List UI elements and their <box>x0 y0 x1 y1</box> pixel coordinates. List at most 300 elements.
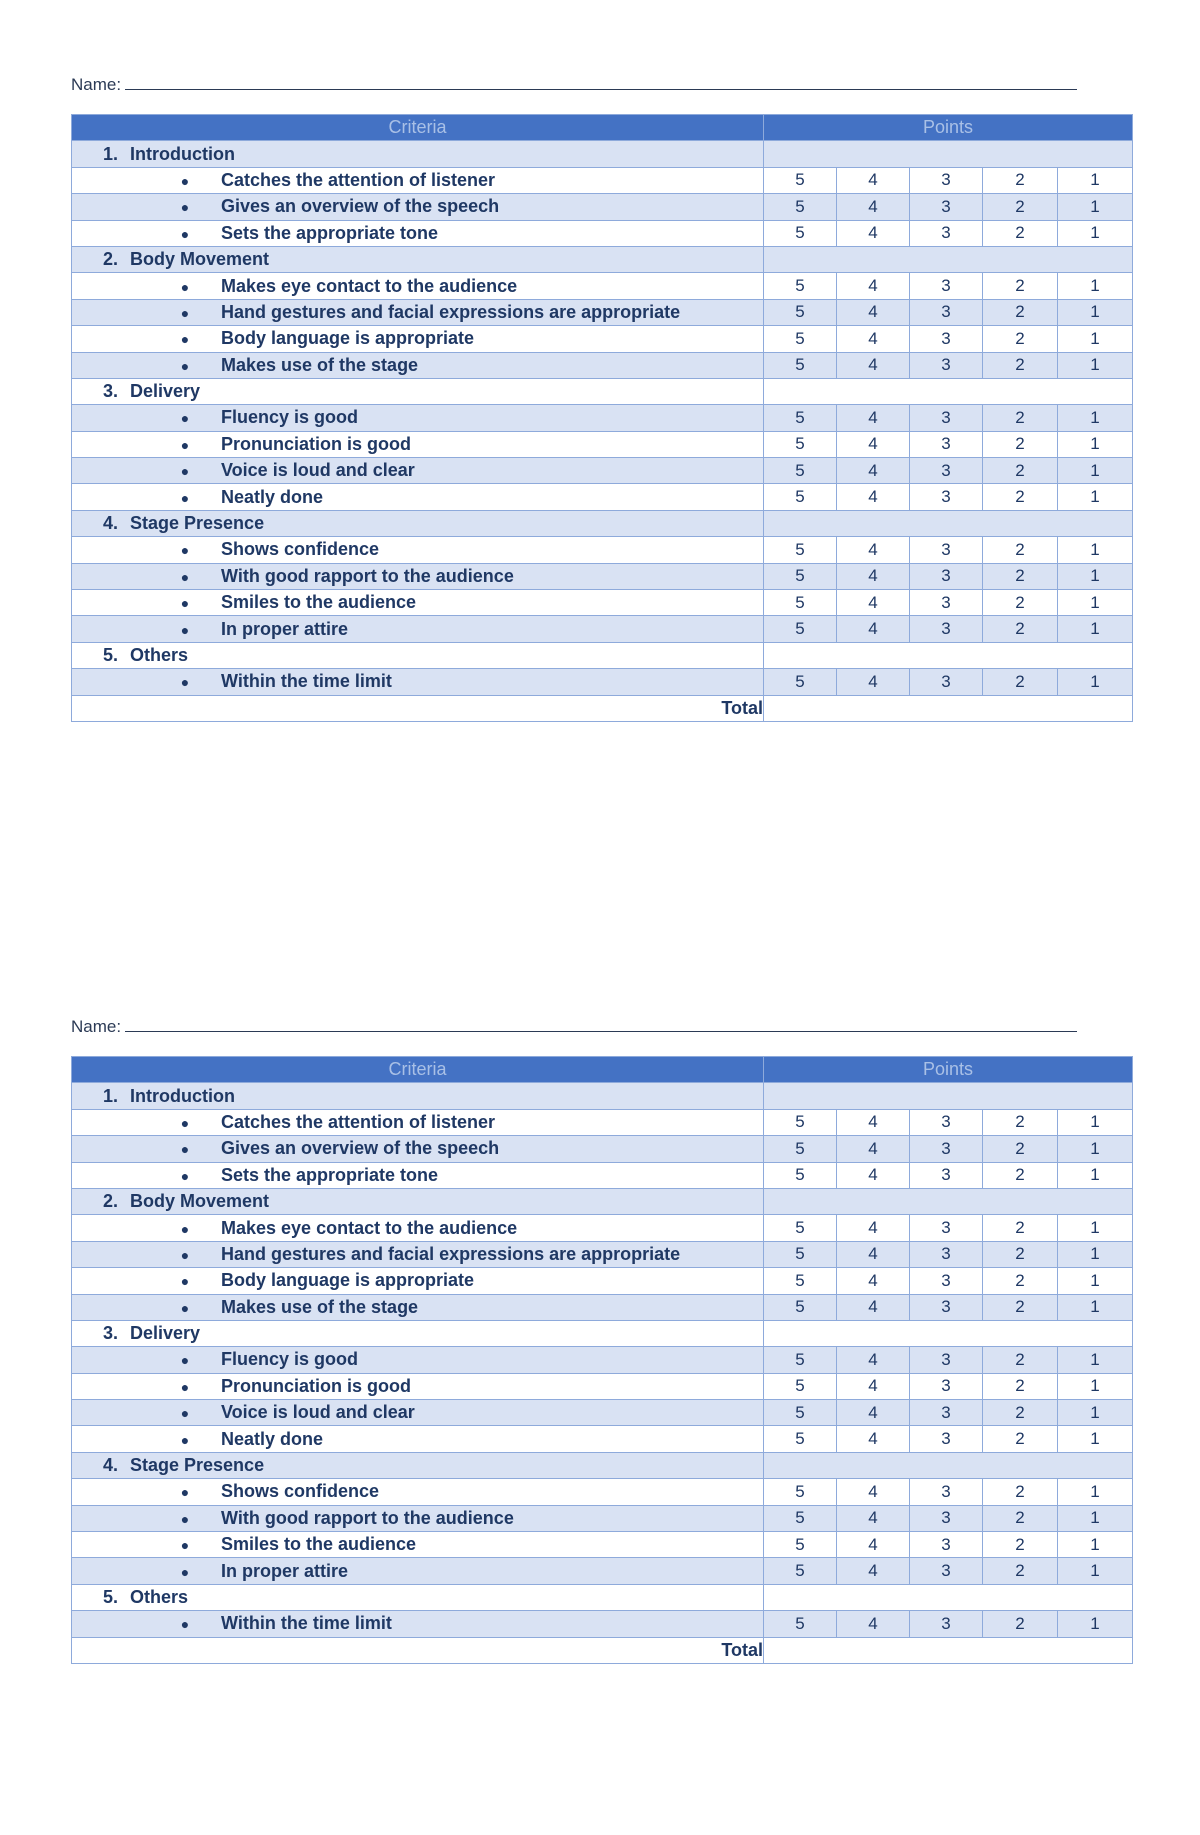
criterion-cell <box>72 537 764 563</box>
point-option[interactable]: 3 <box>910 299 983 325</box>
point-option[interactable]: 1 <box>1058 299 1133 325</box>
point-option[interactable]: 3 <box>910 167 983 193</box>
point-option[interactable]: 2 <box>983 1505 1058 1531</box>
point-option[interactable]: 2 <box>983 1373 1058 1399</box>
section-number: 2. <box>102 249 118 270</box>
criterion-text: Body language is appropriate <box>221 328 475 349</box>
point-option[interactable]: 4 <box>837 669 910 695</box>
criterion-text: With good rapport to the audience <box>221 565 514 586</box>
section-row <box>72 1584 1133 1610</box>
bullet-icon: ● <box>180 172 190 189</box>
criterion-text: Hand gestures and facial expressions are appropriate <box>221 301 681 322</box>
criterion-row <box>72 1400 1133 1426</box>
criterion-text: Gives an overview of the speech <box>221 196 500 217</box>
bullet-icon: ● <box>180 1114 190 1131</box>
section-row <box>72 510 1133 536</box>
point-option[interactable]: 1 <box>1058 1505 1133 1531</box>
point-option[interactable]: 3 <box>910 1294 983 1320</box>
criterion-text: Voice is loud and clear <box>221 1402 415 1423</box>
point-option[interactable]: 1 <box>1058 669 1133 695</box>
point-option[interactable]: 1 <box>1058 431 1133 457</box>
point-option[interactable]: 5 <box>764 669 837 695</box>
point-option[interactable]: 4 <box>837 1241 910 1267</box>
criterion-row <box>72 1479 1133 1505</box>
section-row <box>72 642 1133 668</box>
point-option[interactable]: 1 <box>1058 616 1133 642</box>
criterion-text: Shows confidence <box>221 539 380 560</box>
criterion-cell <box>72 1136 764 1162</box>
point-option[interactable]: 4 <box>837 1479 910 1505</box>
criterion-cell <box>72 1109 764 1135</box>
point-option[interactable]: 1 <box>1058 484 1133 510</box>
point-option[interactable]: 2 <box>983 1268 1058 1294</box>
section-points-blank <box>764 1320 1133 1346</box>
point-option[interactable]: 5 <box>764 1505 837 1531</box>
section-title-cell <box>72 378 764 404</box>
section-points-blank <box>764 1452 1133 1478</box>
point-option[interactable]: 3 <box>910 458 983 484</box>
point-option[interactable]: 2 <box>983 1426 1058 1452</box>
point-option[interactable]: 2 <box>983 405 1058 431</box>
point-option[interactable]: 1 <box>1058 1294 1133 1320</box>
section-points-blank <box>764 642 1133 668</box>
criterion-text: Smiles to the audience <box>221 1534 417 1555</box>
point-option[interactable]: 5 <box>764 194 837 220</box>
point-option[interactable]: 4 <box>837 273 910 299</box>
point-option[interactable]: 2 <box>983 1294 1058 1320</box>
total-row <box>72 695 1133 721</box>
point-option[interactable]: 3 <box>910 1400 983 1426</box>
point-option[interactable]: 4 <box>837 1136 910 1162</box>
total-label: Total <box>72 695 764 721</box>
bullet-icon: ● <box>180 1616 190 1633</box>
criterion-cell <box>72 590 764 616</box>
criterion-row <box>72 273 1133 299</box>
point-option[interactable]: 2 <box>983 1241 1058 1267</box>
name-underline[interactable] <box>125 1017 1077 1032</box>
point-option[interactable]: 5 <box>764 1215 837 1241</box>
point-option[interactable]: 2 <box>983 220 1058 246</box>
point-option[interactable]: 2 <box>983 563 1058 589</box>
point-option[interactable]: 5 <box>764 299 837 325</box>
criterion-cell <box>72 1241 764 1267</box>
point-option[interactable]: 1 <box>1058 326 1133 352</box>
point-option[interactable]: 5 <box>764 616 837 642</box>
point-option[interactable]: 4 <box>837 1426 910 1452</box>
section-row <box>72 246 1133 272</box>
rubric-table <box>71 114 1133 722</box>
point-option[interactable]: 3 <box>910 1611 983 1637</box>
point-option[interactable]: 1 <box>1058 1532 1133 1558</box>
point-option[interactable]: 2 <box>983 167 1058 193</box>
section-number: 1. <box>102 143 118 164</box>
section-title: Others <box>130 645 189 665</box>
point-option[interactable]: 1 <box>1058 1162 1133 1188</box>
point-option[interactable]: 3 <box>910 352 983 378</box>
section-title: Introduction <box>130 1085 235 1106</box>
bullet-icon: ● <box>180 357 190 374</box>
bullet-icon: ● <box>180 568 190 585</box>
point-option[interactable]: 1 <box>1058 220 1133 246</box>
point-option[interactable]: 2 <box>983 326 1058 352</box>
point-option[interactable]: 4 <box>837 1532 910 1558</box>
bullet-icon: ● <box>180 1167 190 1184</box>
point-option[interactable]: 2 <box>983 1611 1058 1637</box>
point-option[interactable]: 5 <box>764 590 837 616</box>
section-points-blank <box>764 378 1133 404</box>
point-option[interactable]: 3 <box>910 1532 983 1558</box>
point-option[interactable]: 3 <box>910 669 983 695</box>
name-field[interactable] <box>71 74 1131 96</box>
bullet-icon: ● <box>180 542 190 559</box>
criterion-text: With good rapport to the audience <box>221 1507 514 1528</box>
section-number: 3. <box>102 1323 118 1344</box>
point-option[interactable]: 3 <box>910 220 983 246</box>
point-option[interactable]: 3 <box>910 431 983 457</box>
point-option[interactable]: 4 <box>837 299 910 325</box>
section-number: 5. <box>102 645 118 665</box>
point-option[interactable]: 1 <box>1058 1426 1133 1452</box>
point-option[interactable]: 3 <box>910 1373 983 1399</box>
criterion-row <box>72 220 1133 246</box>
point-option[interactable]: 4 <box>837 431 910 457</box>
criterion-cell <box>72 431 764 457</box>
point-option[interactable]: 1 <box>1058 1347 1133 1373</box>
section-points-blank <box>764 510 1133 536</box>
total-label: Total <box>72 1637 764 1663</box>
point-option[interactable]: 4 <box>837 590 910 616</box>
section-number: 1. <box>102 1085 118 1106</box>
criterion-row <box>72 1162 1133 1188</box>
section-number: 3. <box>102 381 118 402</box>
criterion-row <box>72 1373 1133 1399</box>
point-option[interactable]: 2 <box>983 1347 1058 1373</box>
point-option[interactable]: 4 <box>837 167 910 193</box>
criterion-row <box>72 1136 1133 1162</box>
point-option[interactable]: 2 <box>983 299 1058 325</box>
criterion-row <box>72 299 1133 325</box>
point-option[interactable]: 5 <box>764 563 837 589</box>
point-option[interactable]: 2 <box>983 1400 1058 1426</box>
bullet-icon: ● <box>180 1510 190 1527</box>
criterion-text: In proper attire <box>221 618 349 639</box>
criterion-text: Pronunciation is good <box>221 1375 411 1396</box>
section-title: Introduction <box>130 143 235 164</box>
rubric-sheet-1 <box>71 74 1131 722</box>
point-option[interactable]: 4 <box>837 1611 910 1637</box>
point-option[interactable]: 1 <box>1058 1268 1133 1294</box>
point-option[interactable]: 4 <box>837 563 910 589</box>
criterion-cell <box>72 484 764 510</box>
point-option[interactable]: 4 <box>837 1109 910 1135</box>
criterion-cell <box>72 1532 764 1558</box>
bullet-icon: ● <box>180 331 190 348</box>
point-option[interactable]: 5 <box>764 1136 837 1162</box>
point-option[interactable]: 3 <box>910 273 983 299</box>
criterion-text: Sets the appropriate tone <box>221 1164 439 1185</box>
point-option[interactable]: 2 <box>983 194 1058 220</box>
section-number: 4. <box>102 513 118 534</box>
point-option[interactable]: 3 <box>910 1268 983 1294</box>
bullet-icon: ● <box>180 304 190 321</box>
bullet-icon: ● <box>180 1431 190 1448</box>
point-option[interactable]: 3 <box>910 1162 983 1188</box>
point-option[interactable]: 2 <box>983 1479 1058 1505</box>
point-option[interactable]: 1 <box>1058 1479 1133 1505</box>
criterion-text: Catches the attention of listener <box>221 169 496 190</box>
point-option[interactable]: 1 <box>1058 1241 1133 1267</box>
criterion-text: Makes eye contact to the audience <box>221 275 518 296</box>
point-option[interactable]: 3 <box>910 563 983 589</box>
point-option[interactable]: 5 <box>764 352 837 378</box>
point-option[interactable]: 3 <box>910 326 983 352</box>
total-value-field[interactable] <box>764 1637 1133 1663</box>
section-number: 2. <box>102 1191 118 1212</box>
point-option[interactable]: 4 <box>837 1294 910 1320</box>
criterion-cell <box>72 616 764 642</box>
section-points-blank <box>764 1584 1133 1610</box>
point-option[interactable]: 5 <box>764 1109 837 1135</box>
points-header: Points <box>764 1057 1133 1083</box>
criterion-text: Body language is appropriate <box>221 1270 475 1291</box>
criterion-text: Voice is loud and clear <box>221 460 415 481</box>
total-value-field[interactable] <box>764 695 1133 721</box>
point-option[interactable]: 5 <box>764 1479 837 1505</box>
point-option[interactable]: 2 <box>983 458 1058 484</box>
point-option[interactable]: 3 <box>910 590 983 616</box>
point-option[interactable]: 5 <box>764 537 837 563</box>
criterion-cell <box>72 1479 764 1505</box>
point-option[interactable]: 1 <box>1058 405 1133 431</box>
point-option[interactable]: 2 <box>983 1109 1058 1135</box>
point-option[interactable]: 5 <box>764 484 837 510</box>
header-row <box>72 115 1133 141</box>
point-option[interactable]: 5 <box>764 458 837 484</box>
section-title-cell <box>72 1083 764 1109</box>
point-option[interactable]: 2 <box>983 1215 1058 1241</box>
criterion-row <box>72 352 1133 378</box>
bullet-icon: ● <box>180 436 190 453</box>
point-option[interactable]: 4 <box>837 220 910 246</box>
point-option[interactable]: 3 <box>910 616 983 642</box>
point-option[interactable]: 4 <box>837 1558 910 1584</box>
section-points-blank <box>764 141 1133 167</box>
section-points-blank <box>764 1188 1133 1214</box>
point-option[interactable]: 2 <box>983 616 1058 642</box>
point-option[interactable]: 2 <box>983 1532 1058 1558</box>
point-option[interactable]: 4 <box>837 326 910 352</box>
point-option[interactable]: 4 <box>837 1373 910 1399</box>
section-row <box>72 1320 1133 1346</box>
point-option[interactable]: 2 <box>983 1162 1058 1188</box>
section-title: Others <box>130 1587 189 1607</box>
point-option[interactable]: 1 <box>1058 458 1133 484</box>
point-option[interactable]: 4 <box>837 616 910 642</box>
point-option[interactable]: 3 <box>910 1215 983 1241</box>
criterion-text: Within the time limit <box>221 671 392 692</box>
point-option[interactable]: 4 <box>837 1347 910 1373</box>
criterion-row <box>72 1505 1133 1531</box>
point-option[interactable]: 1 <box>1058 1109 1133 1135</box>
criterion-row <box>72 484 1133 510</box>
criterion-text: Neatly done <box>221 1428 324 1449</box>
point-option[interactable]: 5 <box>764 1241 837 1267</box>
point-option[interactable]: 1 <box>1058 273 1133 299</box>
bullet-icon: ● <box>180 1352 190 1369</box>
point-option[interactable]: 5 <box>764 1400 837 1426</box>
point-option[interactable]: 5 <box>764 1558 837 1584</box>
point-option[interactable]: 4 <box>837 1400 910 1426</box>
point-option[interactable]: 2 <box>983 537 1058 563</box>
criterion-cell <box>72 273 764 299</box>
bullet-icon: ● <box>180 199 190 216</box>
name-field[interactable] <box>71 1016 1131 1038</box>
point-option[interactable]: 3 <box>910 537 983 563</box>
point-option[interactable]: 5 <box>764 1611 837 1637</box>
criterion-text: Makes eye contact to the audience <box>221 1217 518 1238</box>
section-row <box>72 378 1133 404</box>
point-option[interactable]: 3 <box>910 1479 983 1505</box>
point-option[interactable]: 5 <box>764 1373 837 1399</box>
point-option[interactable]: 4 <box>837 405 910 431</box>
point-option[interactable]: 5 <box>764 326 837 352</box>
point-option[interactable]: 2 <box>983 273 1058 299</box>
point-option[interactable]: 1 <box>1058 537 1133 563</box>
criterion-cell <box>72 194 764 220</box>
section-title: Delivery <box>130 381 201 402</box>
point-option[interactable]: 3 <box>910 194 983 220</box>
section-points-blank <box>764 246 1133 272</box>
point-option[interactable]: 1 <box>1058 1611 1133 1637</box>
point-option[interactable]: 4 <box>837 352 910 378</box>
criterion-row <box>72 458 1133 484</box>
section-title: Stage Presence <box>130 513 265 534</box>
criterion-cell <box>72 1294 764 1320</box>
criterion-text: Makes use of the stage <box>221 1296 419 1317</box>
point-option[interactable]: 1 <box>1058 194 1133 220</box>
criterion-cell <box>72 1215 764 1241</box>
point-option[interactable]: 2 <box>983 1136 1058 1162</box>
point-option[interactable]: 4 <box>837 194 910 220</box>
bullet-icon: ● <box>180 674 190 691</box>
section-title-cell <box>72 642 764 668</box>
point-option[interactable]: 5 <box>764 405 837 431</box>
criterion-cell <box>72 299 764 325</box>
point-option[interactable]: 5 <box>764 273 837 299</box>
point-option[interactable]: 5 <box>764 1426 837 1452</box>
criterion-row <box>72 1294 1133 1320</box>
section-title-cell <box>72 246 764 272</box>
point-option[interactable]: 2 <box>983 1558 1058 1584</box>
point-option[interactable]: 5 <box>764 167 837 193</box>
criterion-text: Sets the appropriate tone <box>221 222 439 243</box>
point-option[interactable]: 2 <box>983 590 1058 616</box>
section-row <box>72 1452 1133 1478</box>
point-option[interactable]: 4 <box>837 1162 910 1188</box>
criterion-cell <box>72 1400 764 1426</box>
point-option[interactable]: 3 <box>910 1558 983 1584</box>
point-option[interactable]: 3 <box>910 1347 983 1373</box>
point-option[interactable]: 3 <box>910 1241 983 1267</box>
criterion-row <box>72 405 1133 431</box>
section-points-blank <box>764 1083 1133 1109</box>
point-option[interactable]: 5 <box>764 220 837 246</box>
point-option[interactable]: 5 <box>764 1268 837 1294</box>
criterion-text: Fluency is good <box>221 1349 359 1370</box>
section-title: Body Movement <box>130 1191 270 1212</box>
point-option[interactable]: 3 <box>910 1505 983 1531</box>
criterion-cell <box>72 458 764 484</box>
point-option[interactable]: 3 <box>910 1136 983 1162</box>
point-option[interactable]: 4 <box>837 1505 910 1531</box>
point-option[interactable]: 1 <box>1058 563 1133 589</box>
section-title-cell <box>72 141 764 167</box>
point-option[interactable]: 5 <box>764 1347 837 1373</box>
criteria-header: Criteria <box>72 1057 764 1083</box>
point-option[interactable]: 5 <box>764 1294 837 1320</box>
point-option[interactable]: 1 <box>1058 590 1133 616</box>
section-title-cell <box>72 1188 764 1214</box>
section-row <box>72 141 1133 167</box>
bullet-icon: ● <box>180 410 190 427</box>
section-title-cell <box>72 1584 764 1610</box>
header-row <box>72 1057 1133 1083</box>
criterion-row <box>72 537 1133 563</box>
point-option[interactable]: 5 <box>764 431 837 457</box>
point-option[interactable]: 1 <box>1058 1136 1133 1162</box>
point-option[interactable]: 1 <box>1058 1558 1133 1584</box>
point-option[interactable]: 2 <box>983 669 1058 695</box>
criterion-row <box>72 590 1133 616</box>
point-option[interactable]: 4 <box>837 537 910 563</box>
criterion-cell <box>72 405 764 431</box>
point-option[interactable]: 1 <box>1058 1373 1133 1399</box>
point-option[interactable]: 3 <box>910 1426 983 1452</box>
bullet-icon: ● <box>180 1405 190 1422</box>
section-title-cell <box>72 510 764 536</box>
criterion-row <box>72 326 1133 352</box>
criterion-cell <box>72 1268 764 1294</box>
point-option[interactable]: 1 <box>1058 1215 1133 1241</box>
bullet-icon: ● <box>180 1273 190 1290</box>
point-option[interactable]: 2 <box>983 431 1058 457</box>
point-option[interactable]: 5 <box>764 1162 837 1188</box>
point-option[interactable]: 1 <box>1058 1400 1133 1426</box>
point-option[interactable]: 3 <box>910 484 983 510</box>
point-option[interactable]: 1 <box>1058 352 1133 378</box>
point-option[interactable]: 2 <box>983 352 1058 378</box>
point-option[interactable]: 4 <box>837 1215 910 1241</box>
bullet-icon: ● <box>180 1299 190 1316</box>
point-option[interactable]: 2 <box>983 484 1058 510</box>
name-underline[interactable] <box>125 75 1077 90</box>
criterion-row <box>72 1347 1133 1373</box>
bullet-icon: ● <box>180 1141 190 1158</box>
point-option[interactable]: 3 <box>910 1109 983 1135</box>
point-option[interactable]: 5 <box>764 1532 837 1558</box>
point-option[interactable]: 4 <box>837 458 910 484</box>
point-option[interactable]: 4 <box>837 484 910 510</box>
criterion-row <box>72 563 1133 589</box>
bullet-icon: ● <box>180 1378 190 1395</box>
criteria-header: Criteria <box>72 115 764 141</box>
section-title: Body Movement <box>130 249 270 270</box>
criterion-row <box>72 194 1133 220</box>
criterion-cell <box>72 326 764 352</box>
point-option[interactable]: 1 <box>1058 167 1133 193</box>
point-option[interactable]: 4 <box>837 1268 910 1294</box>
point-option[interactable]: 3 <box>910 405 983 431</box>
